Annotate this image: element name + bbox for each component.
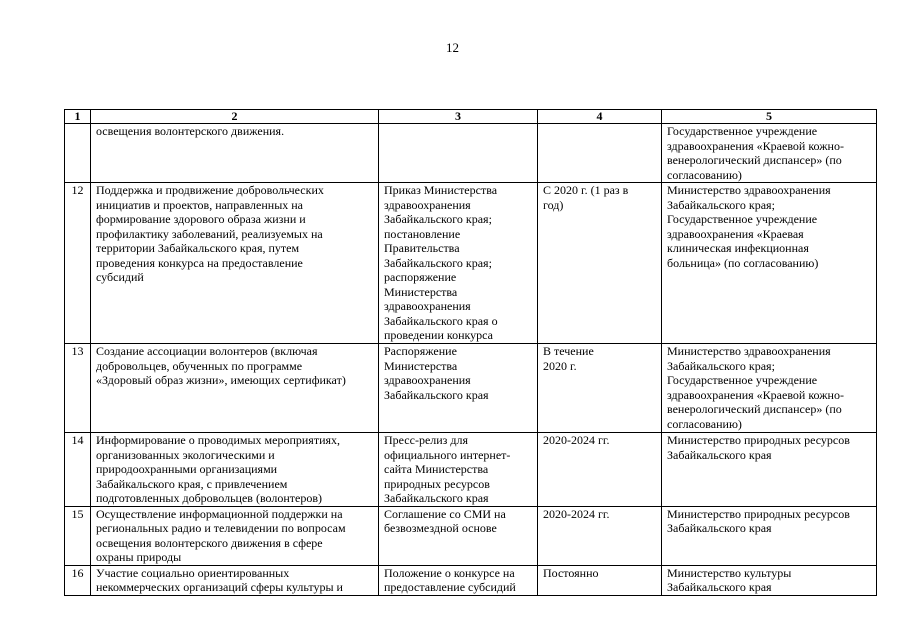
executor-cell: Государственное учреждение здравоохранения «Краевой кожно- венерологический диспансер» (по согласованию) — [662, 124, 877, 183]
executor-cell: Министерство здравоохранения Забайкальского края; Государственное учреждение здравоохранения «Краевая клиническая инфекционная больница» (по согласованию) — [662, 183, 877, 344]
basis-cell: Соглашение со СМИ на безвозмездной основе — [379, 506, 538, 565]
row-number: 13 — [65, 344, 91, 433]
action-cell: Участие социально ориентированных некоммерческих организаций сферы культуры и — [91, 565, 379, 595]
executor-cell: Министерство культуры Забайкальского края — [662, 565, 877, 595]
row-number: 12 — [65, 183, 91, 344]
table-row — [65, 124, 877, 183]
table-row — [65, 344, 877, 433]
action-cell: Осуществление информационной поддержки на региональных радио и телевидении по вопросам освещения волонтерского движения в сфере охраны природы — [91, 506, 379, 565]
row-number: 14 — [65, 433, 91, 507]
column-header-basis: 3 — [379, 110, 538, 124]
action-cell: освещения волонтерского движения. — [91, 124, 379, 183]
action-cell: Информирование о проводимых мероприятиях, организованных экологическими и природоохранными организациями Забайкальского края, с привлечением подготовленных добровольцев (волонтеров) — [91, 433, 379, 507]
term-cell — [538, 124, 662, 183]
column-header-executor: 5 — [662, 110, 877, 124]
basis-cell: Приказ Министерства здравоохранения Забайкальского края; постановление Правительства Забайкальского края; распоряжение Министерства здравоохранения Забайкальского края о проведении конкурса — [379, 183, 538, 344]
term-cell: В течение 2020 г. — [538, 344, 662, 433]
row-number: 15 — [65, 506, 91, 565]
term-cell: Постоянно — [538, 565, 662, 595]
table-row — [65, 506, 877, 565]
column-header-number: 1 — [65, 110, 91, 124]
column-header-action: 2 — [91, 110, 379, 124]
page-number: 12 — [446, 40, 459, 55]
row-number: 16 — [65, 565, 91, 595]
table-row — [65, 565, 877, 595]
executor-cell: Министерство природных ресурсов Забайкальского края — [662, 433, 877, 507]
basis-cell: Положение о конкурсе на предоставление субсидий — [379, 565, 538, 595]
basis-cell — [379, 124, 538, 183]
action-cell: Поддержка и продвижение добровольческих инициатив и проектов, направленных на формирование здорового образа жизни и профилактику заболеваний, реализуемых на территории Забайкальского края, путем проведения конкурса на предоставление субсидий — [91, 183, 379, 344]
table-row — [65, 183, 877, 344]
action-cell: Создание ассоциации волонтеров (включая добровольцев, обученных по программе «Здоровый образ жизни», имеющих сертификат) — [91, 344, 379, 433]
term-cell: 2020-2024 гг. — [538, 433, 662, 507]
term-cell: С 2020 г. (1 раз в год) — [538, 183, 662, 344]
executor-cell: Министерство здравоохранения Забайкальского края; Государственное учреждение здравоохранения «Краевой кожно- венерологический диспансер» (по согласованию) — [662, 344, 877, 433]
table-header-row — [65, 110, 877, 124]
action-plan-table — [64, 109, 877, 596]
row-number — [65, 124, 91, 183]
executor-cell: Министерство природных ресурсов Забайкальского края — [662, 506, 877, 565]
basis-cell: Распоряжение Министерства здравоохранения Забайкальского края — [379, 344, 538, 433]
term-cell: 2020-2024 гг. — [538, 506, 662, 565]
table-row — [65, 433, 877, 507]
column-header-term: 4 — [538, 110, 662, 124]
basis-cell: Пресс-релиз для официального интернет- сайта Министерства природных ресурсов Забайкальского края — [379, 433, 538, 507]
